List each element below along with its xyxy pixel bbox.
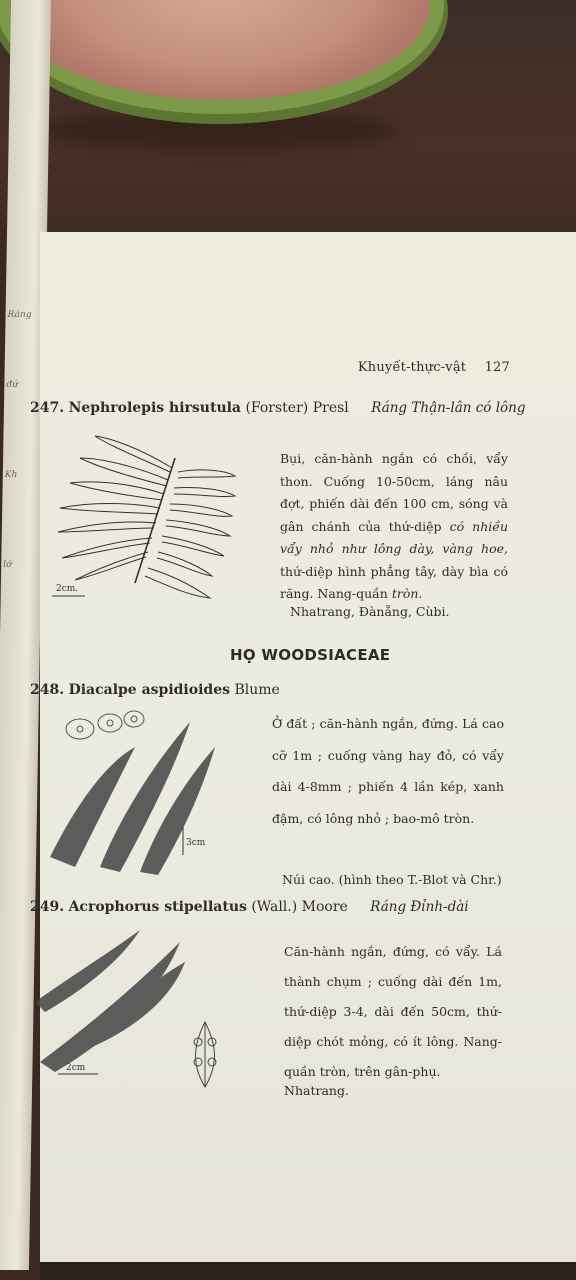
authority: (Forster) Presl xyxy=(245,400,349,416)
latin-name: Acrophorus stipellatus xyxy=(68,899,247,915)
entry-number: 248. xyxy=(30,682,65,698)
page-number: 127 xyxy=(484,360,510,375)
family-heading: HỌ WOODSIACEAE xyxy=(230,646,391,664)
entry-description-247 xyxy=(280,448,508,606)
authority: (Wall.) Moore xyxy=(251,899,348,915)
common-name: Ráng Đỉnh-dài xyxy=(370,899,469,915)
entry-description-248: Ở đất ; căn-hành ngắn, đứng. Lá cao cỡ 1m ; cuống vàng hay đỏ, có vẩy dài 4-8mm ; phiến 4 lần kép, xanh đậm, có lông nhỏ ; bao-mô tròn. xyxy=(272,716,504,826)
fern-illustration-nephrolepis xyxy=(40,428,240,608)
left-page-fragment: lớ xyxy=(3,560,12,570)
book-page xyxy=(30,232,576,1274)
page-bottom-shadow xyxy=(40,1262,576,1280)
scale-label: 2cm. xyxy=(56,584,79,594)
running-title: Khuyết-thực-vật xyxy=(357,360,467,375)
entry-title-248 xyxy=(30,682,280,698)
fern-illustration-acrophorus xyxy=(30,922,230,1092)
description-italic: có nhiều vẩy nhỏ như lông dày, vàng hoe, xyxy=(280,518,508,556)
entry-title-249 xyxy=(30,899,469,915)
description-text: Bụi, căn-hành ngắn có chồi, vẩy thon. Cuống 10-50cm, láng nâu đợt, phiến dài đến 100 cm, sóng và gân chánh của thứ-diệp xyxy=(280,451,508,534)
scale-label: 2cm xyxy=(66,1063,86,1073)
authority: Blume xyxy=(234,682,280,698)
entry-number: 249. xyxy=(30,899,65,915)
entry-number: 247. xyxy=(30,400,65,416)
description-text: thứ-diệp hình phẳng tây, dày bìa có răng. Nang-quần xyxy=(280,563,508,601)
latin-name: Diacalpe aspidioides xyxy=(68,682,230,698)
entry-locality-249: Nhatrang. xyxy=(284,1083,349,1098)
entry-locality-247: Nhatrang, Đànẵng, Cùbi. xyxy=(290,604,450,619)
entry-locality-248: Núi cao. (hình theo T.-Blot và Chr.) xyxy=(282,872,502,887)
fern-illustration-diacalpe xyxy=(40,707,240,887)
scale-label: 3cm xyxy=(186,838,206,848)
latin-name: Nephrolepis hirsutula xyxy=(68,400,242,416)
bowl-shadow xyxy=(40,110,400,150)
common-name: Ráng Thận-lân có lông xyxy=(371,400,526,416)
left-page-fragment: Ráng xyxy=(7,310,32,320)
entry-title-247 xyxy=(30,400,526,416)
left-page-fragment: đứ xyxy=(6,380,19,390)
description-italic: tròn. xyxy=(391,586,423,601)
entry-description-249: Căn-hành ngắn, đứng, có vẩy. Lá thành chụm ; cuống dài đến 1m, thứ-diệp 3-4, dài đến 50cm, thứ-diệp chót mỏng, có ít lông. Nang-quần tròn, trên gân-phụ. xyxy=(284,944,502,1079)
left-page-fragment: Kh xyxy=(4,470,18,480)
running-header xyxy=(358,360,510,375)
